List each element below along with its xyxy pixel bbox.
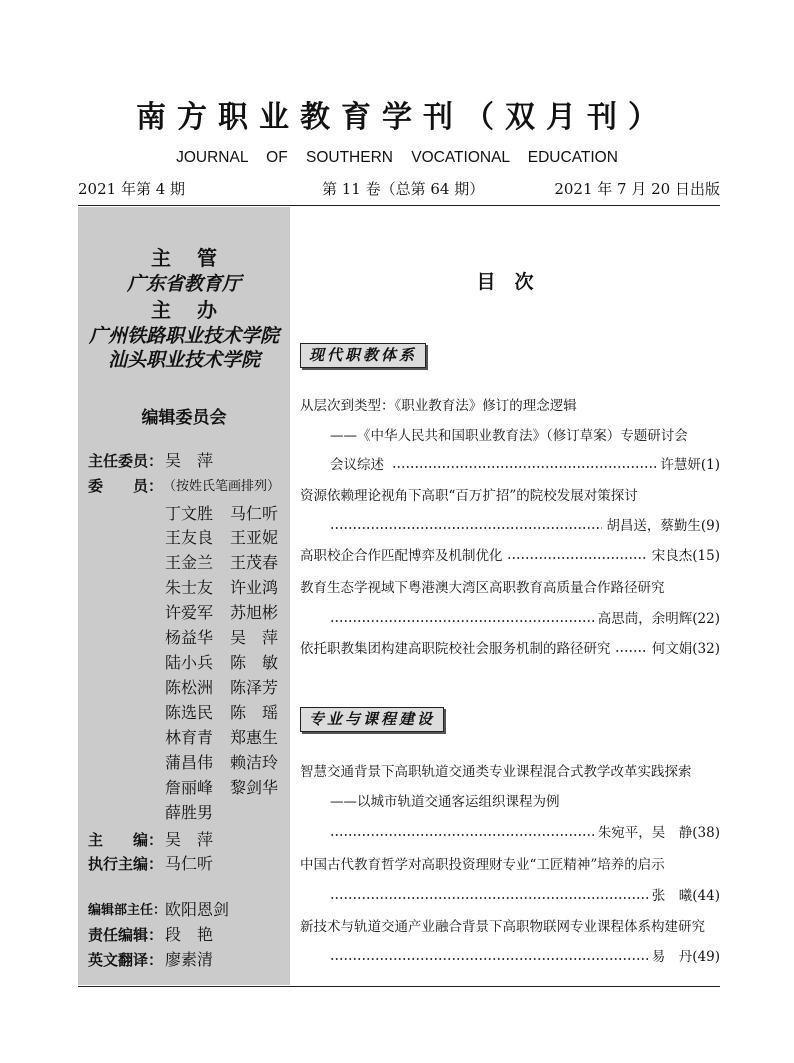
article-authors: 张 曦 (651, 888, 693, 904)
article-authors: 许慧妍 (660, 457, 701, 473)
members-label: 委 员： (88, 477, 164, 495)
article-entry-line (300, 550, 720, 564)
committee-title: 编辑委员会 (141, 408, 227, 428)
article-entry-line (330, 520, 720, 534)
article-page: (1) (700, 457, 720, 473)
header-rule (78, 205, 720, 206)
office-director-name: 欧阳恩剑 (165, 900, 230, 919)
responsible-editor-name: 段 艳 (165, 925, 214, 944)
committee-member: 陈选民 (165, 703, 214, 722)
editor-name: 吴 萍 (165, 830, 214, 849)
issue-number: 2021 年第 4 期 (78, 180, 186, 198)
committee-member: 陈松洲 (165, 678, 214, 697)
article-page: (44) (692, 888, 720, 904)
article-authors: 胡昌送，蔡勤生 (606, 518, 701, 534)
article-title: 从层次到类型：《职业教育法》修订的理念逻辑 (300, 398, 577, 414)
exec-editor-name: 马仁听 (165, 854, 214, 873)
section-tag: 现代职教体系 (300, 343, 426, 368)
article-title: 教育生态学视域下粤港澳大湾区高职教育高质量合作路径研究 (300, 580, 665, 596)
committee-member: 许业鸿 (230, 578, 279, 597)
dot-leader (330, 520, 602, 534)
committee-member: 薛胜男 (165, 803, 214, 822)
committee-member: 丁文胜 (165, 504, 214, 523)
translator-name: 廖素清 (165, 950, 214, 969)
responsible-editor-label: 责任编辑： (88, 926, 164, 944)
committee-member: 黎剑华 (230, 778, 279, 797)
dot-leader (330, 827, 594, 841)
article-entry-line (330, 613, 720, 627)
committee-member: 许爱军 (165, 603, 214, 622)
footer-rule (78, 986, 720, 987)
article-page: (49) (692, 949, 720, 965)
dot-leader (330, 613, 594, 627)
article-title: 智慧交通背景下高职轨道交通类专业课程混合式教学改革实践探索 (300, 764, 692, 780)
journal-english-title: JOURNAL OF SOUTHERN VOCATIONAL EDUCATION (176, 149, 618, 166)
committee-member: 陈 瑶 (230, 703, 279, 722)
article-entry-line (330, 951, 720, 965)
chair-name: 吴 萍 (165, 451, 214, 470)
committee-member: 杨益华 (165, 628, 214, 647)
committee-member: 陈 敏 (230, 653, 279, 672)
publication-date: 2021 年 7 月 20 日出版 (554, 180, 720, 198)
committee-member: 赖洁玲 (230, 753, 279, 772)
dot-leader (507, 550, 648, 564)
supervisor-label: 主 管 (151, 246, 220, 270)
committee-member: 马仁听 (230, 504, 279, 523)
article-title: 高职校企合作匹配博弈及机制优化 (300, 548, 503, 564)
toc-heading: 目 次 (476, 271, 534, 293)
article-authors: 宋良杰 (651, 548, 693, 564)
article-authors: 朱宛平，吴 静 (597, 825, 693, 841)
dot-leader (330, 890, 648, 904)
committee-member: 朱士友 (165, 578, 214, 597)
committee-member: 苏旭彬 (230, 603, 279, 622)
dot-leader (330, 951, 648, 965)
translator-label: 英文翻译： (88, 951, 164, 969)
section-tag: 专业与课程建设 (300, 707, 444, 732)
article-authors: 易 丹 (651, 949, 693, 965)
committee-member: 詹丽峰 (165, 778, 214, 797)
article-entry-line (330, 459, 720, 473)
article-subtitle-continuation: 会议综述 (330, 457, 384, 473)
exec-editor-label: 执行主编： (88, 855, 164, 873)
article-entry-line (330, 890, 720, 904)
committee-member: 王茂春 (230, 553, 279, 572)
committee-member: 陈泽芳 (230, 678, 279, 697)
article-authors: 高思茼，余明辉 (597, 611, 693, 627)
dot-leader (392, 459, 656, 473)
article-subtitle: ——《中华人民共和国职业教育法》（修订草案）专题研讨会 (330, 428, 688, 444)
article-page: (32) (692, 641, 720, 657)
article-entry-line (300, 643, 720, 657)
supervisor-name: 广东省教育厅 (126, 273, 241, 295)
sponsor-label: 主 办 (151, 298, 220, 322)
volume-number: 第 11 卷（总第 64 期） (322, 180, 485, 198)
members-note: （按姓氏笔画排列） (163, 479, 281, 494)
committee-member: 蒲昌伟 (165, 753, 214, 772)
sponsor-name: 广州铁路职业技术学院 (88, 325, 279, 347)
committee-member: 郑惠生 (230, 728, 279, 747)
editor-label: 主 编： (88, 831, 164, 849)
article-authors: 何文娟 (651, 641, 693, 657)
article-title: 中国古代教育哲学对高职投资理财专业“工匠精神”培养的启示 (300, 857, 665, 873)
article-title: 依托职教集团构建高职院校社会服务机制的路径研究 (300, 641, 611, 657)
committee-member: 王亚妮 (230, 528, 279, 547)
article-entry-line (330, 827, 720, 841)
article-page: (9) (700, 518, 720, 534)
article-page: (15) (692, 548, 720, 564)
committee-member: 林育青 (165, 728, 214, 747)
office-director-label: 编辑部主任： (88, 903, 167, 918)
committee-member: 陆小兵 (165, 653, 214, 672)
committee-member: 王金兰 (165, 553, 214, 572)
article-subtitle: ——以城市轨道交通客运组织课程为例 (330, 794, 560, 810)
sponsor-name: 汕头职业技术学院 (107, 349, 260, 371)
chair-label: 主任委员： (88, 452, 164, 470)
article-page: (22) (692, 611, 720, 627)
committee-member: 王友良 (165, 528, 214, 547)
committee-member: 吴 萍 (230, 628, 279, 647)
article-page: (38) (692, 825, 720, 841)
article-title: 新技术与轨道交通产业融合背景下高职物联网专业课程体系构建研究 (300, 919, 705, 935)
article-title: 资源依赖理论视角下高职“百万扩招”的院校发展对策探讨 (300, 488, 638, 504)
journal-title: 南方职业教育学刊（双月刊） (136, 100, 669, 135)
dot-leader (615, 643, 648, 657)
